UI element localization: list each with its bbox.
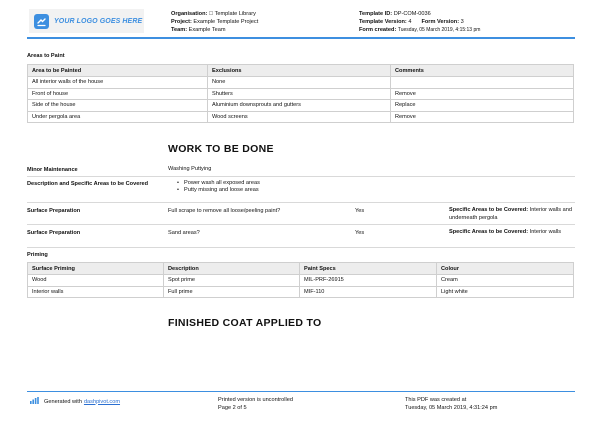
column-header: Surface Priming	[28, 263, 164, 275]
pdf-created-label: This PDF was created at	[405, 397, 467, 403]
specific-areas-value: Interior walls	[529, 229, 562, 235]
header-meta-left	[171, 10, 258, 34]
column-header: Description	[164, 263, 300, 275]
table-cell: Remove	[391, 88, 574, 100]
team-value: Example Team	[188, 27, 226, 33]
team-label: Team:	[171, 27, 188, 33]
table-row	[28, 286, 574, 298]
table-cell: Interior walls	[28, 286, 164, 298]
printed-uncontrolled: Printed version is uncontrolled	[218, 397, 293, 403]
table-row	[28, 77, 574, 89]
table-row	[28, 88, 574, 100]
specific-areas-covered	[449, 207, 574, 222]
table-cell: Cream	[437, 275, 574, 287]
column-header: Colour	[437, 263, 574, 275]
specific-areas-label: Specific Areas to be Covered:	[449, 207, 529, 213]
specific-areas-value: Interior walls and underneath pergola	[449, 207, 572, 221]
description-label: Description and Specific Areas to be Covered	[27, 181, 149, 187]
priming-title: Priming	[27, 252, 48, 258]
surface-preparation-question: Full scrape to remove all loose/peeling paint?	[168, 208, 281, 214]
template-id-label: Template ID:	[359, 11, 393, 17]
minor-maintenance-label: Minor Maintenance	[27, 167, 78, 173]
surface-preparation-question: Sand areas?	[168, 230, 200, 236]
column-header: Paint Specs	[300, 263, 437, 275]
form-version-value: 3	[460, 19, 464, 25]
page-number: Page 2 of 5	[218, 404, 247, 411]
table-cell	[391, 77, 574, 89]
table-cell: All interior walls of the house	[28, 77, 208, 89]
table-cell: None	[208, 77, 391, 89]
footer-print-info	[218, 397, 293, 412]
table-header-row	[28, 65, 574, 77]
minor-maintenance-value: Washing Puttying	[168, 166, 212, 172]
header-meta-right	[359, 10, 480, 34]
header-divider	[27, 37, 575, 39]
specific-areas-covered	[449, 229, 574, 237]
template-version-label: Template Version:	[359, 19, 407, 25]
table-row	[28, 275, 574, 287]
table-header-row	[28, 263, 574, 275]
table-cell: Side of the house	[28, 100, 208, 112]
form-version-label: Form Version:	[421, 19, 460, 25]
table-cell: MIL-PRF-26915	[300, 275, 437, 287]
table-cell: Full prime	[164, 286, 300, 298]
template-id-value: DP-COM-0036	[393, 11, 431, 17]
surface-preparation-answer: Yes	[355, 230, 365, 236]
areas-to-paint-title: Areas to Paint	[27, 53, 65, 59]
logo-icon	[34, 14, 49, 29]
footer-created-info	[405, 397, 497, 412]
description-row	[27, 177, 575, 203]
surface-preparation-label: Surface Preparation	[27, 208, 81, 214]
form-created-value: Tuesday, 05 March 2019, 4:15:13 pm	[397, 27, 481, 33]
table-cell: Wood	[28, 275, 164, 287]
table-row	[28, 100, 574, 112]
project-label: Project:	[171, 19, 192, 25]
footer-generated	[30, 397, 120, 408]
table-cell: Shutters	[208, 88, 391, 100]
finished-coat-heading: FINISHED COAT APPLIED TO	[168, 317, 322, 329]
table-cell: Aluminium downsprouts and gutters	[208, 100, 391, 112]
column-header: Exclusions	[208, 65, 391, 77]
pdf-created-date: Tuesday, 05 March 2019, 4:31:24 pm	[405, 404, 498, 411]
logo-text: YOUR LOGO GOES HERE	[54, 17, 143, 25]
table-cell: Remove	[391, 111, 574, 123]
table-cell: Under pergola area	[28, 111, 208, 123]
list-item: • Power wash all exposed areas	[177, 180, 260, 187]
table-cell: Front of house	[28, 88, 208, 100]
surface-preparation-row	[27, 204, 575, 225]
specific-areas-label: Specific Areas to be Covered:	[449, 229, 529, 235]
list-item: • Putty missing and loose areas	[177, 187, 260, 194]
surface-preparation-answer: Yes	[355, 208, 365, 214]
table-cell: MIF-110	[300, 286, 437, 298]
table-cell: Spot prime	[164, 275, 300, 287]
dashpivot-link[interactable]: dashpivot.com	[83, 398, 121, 405]
template-version-value: 4	[408, 19, 412, 25]
logo	[29, 9, 144, 33]
table-row	[28, 111, 574, 123]
table-cell: Wood screens	[208, 111, 391, 123]
surface-preparation-label: Surface Preparation	[27, 230, 81, 236]
project-value: Example Template Project	[193, 19, 259, 25]
description-bullet-list	[177, 180, 260, 194]
table-cell: Replace	[391, 100, 574, 112]
surface-preparation-row	[27, 226, 575, 248]
work-to-be-done-heading: WORK TO BE DONE	[168, 143, 274, 155]
footer-divider	[27, 391, 575, 392]
column-header: Area to be Painted	[28, 65, 208, 77]
form-created-label: Form created:	[359, 27, 397, 33]
table-cell: Light white	[437, 286, 574, 298]
minor-maintenance-row	[27, 163, 575, 177]
priming-table	[27, 262, 574, 298]
organisation-label: Organisation:	[171, 11, 208, 17]
column-header: Comments	[391, 65, 574, 77]
dashpivot-logo-icon	[30, 397, 39, 408]
generated-prefix: Generated with	[44, 398, 82, 405]
areas-to-paint-table	[27, 64, 574, 123]
page-header	[27, 7, 575, 37]
organisation-value: ⃞ Template Library	[213, 11, 256, 17]
